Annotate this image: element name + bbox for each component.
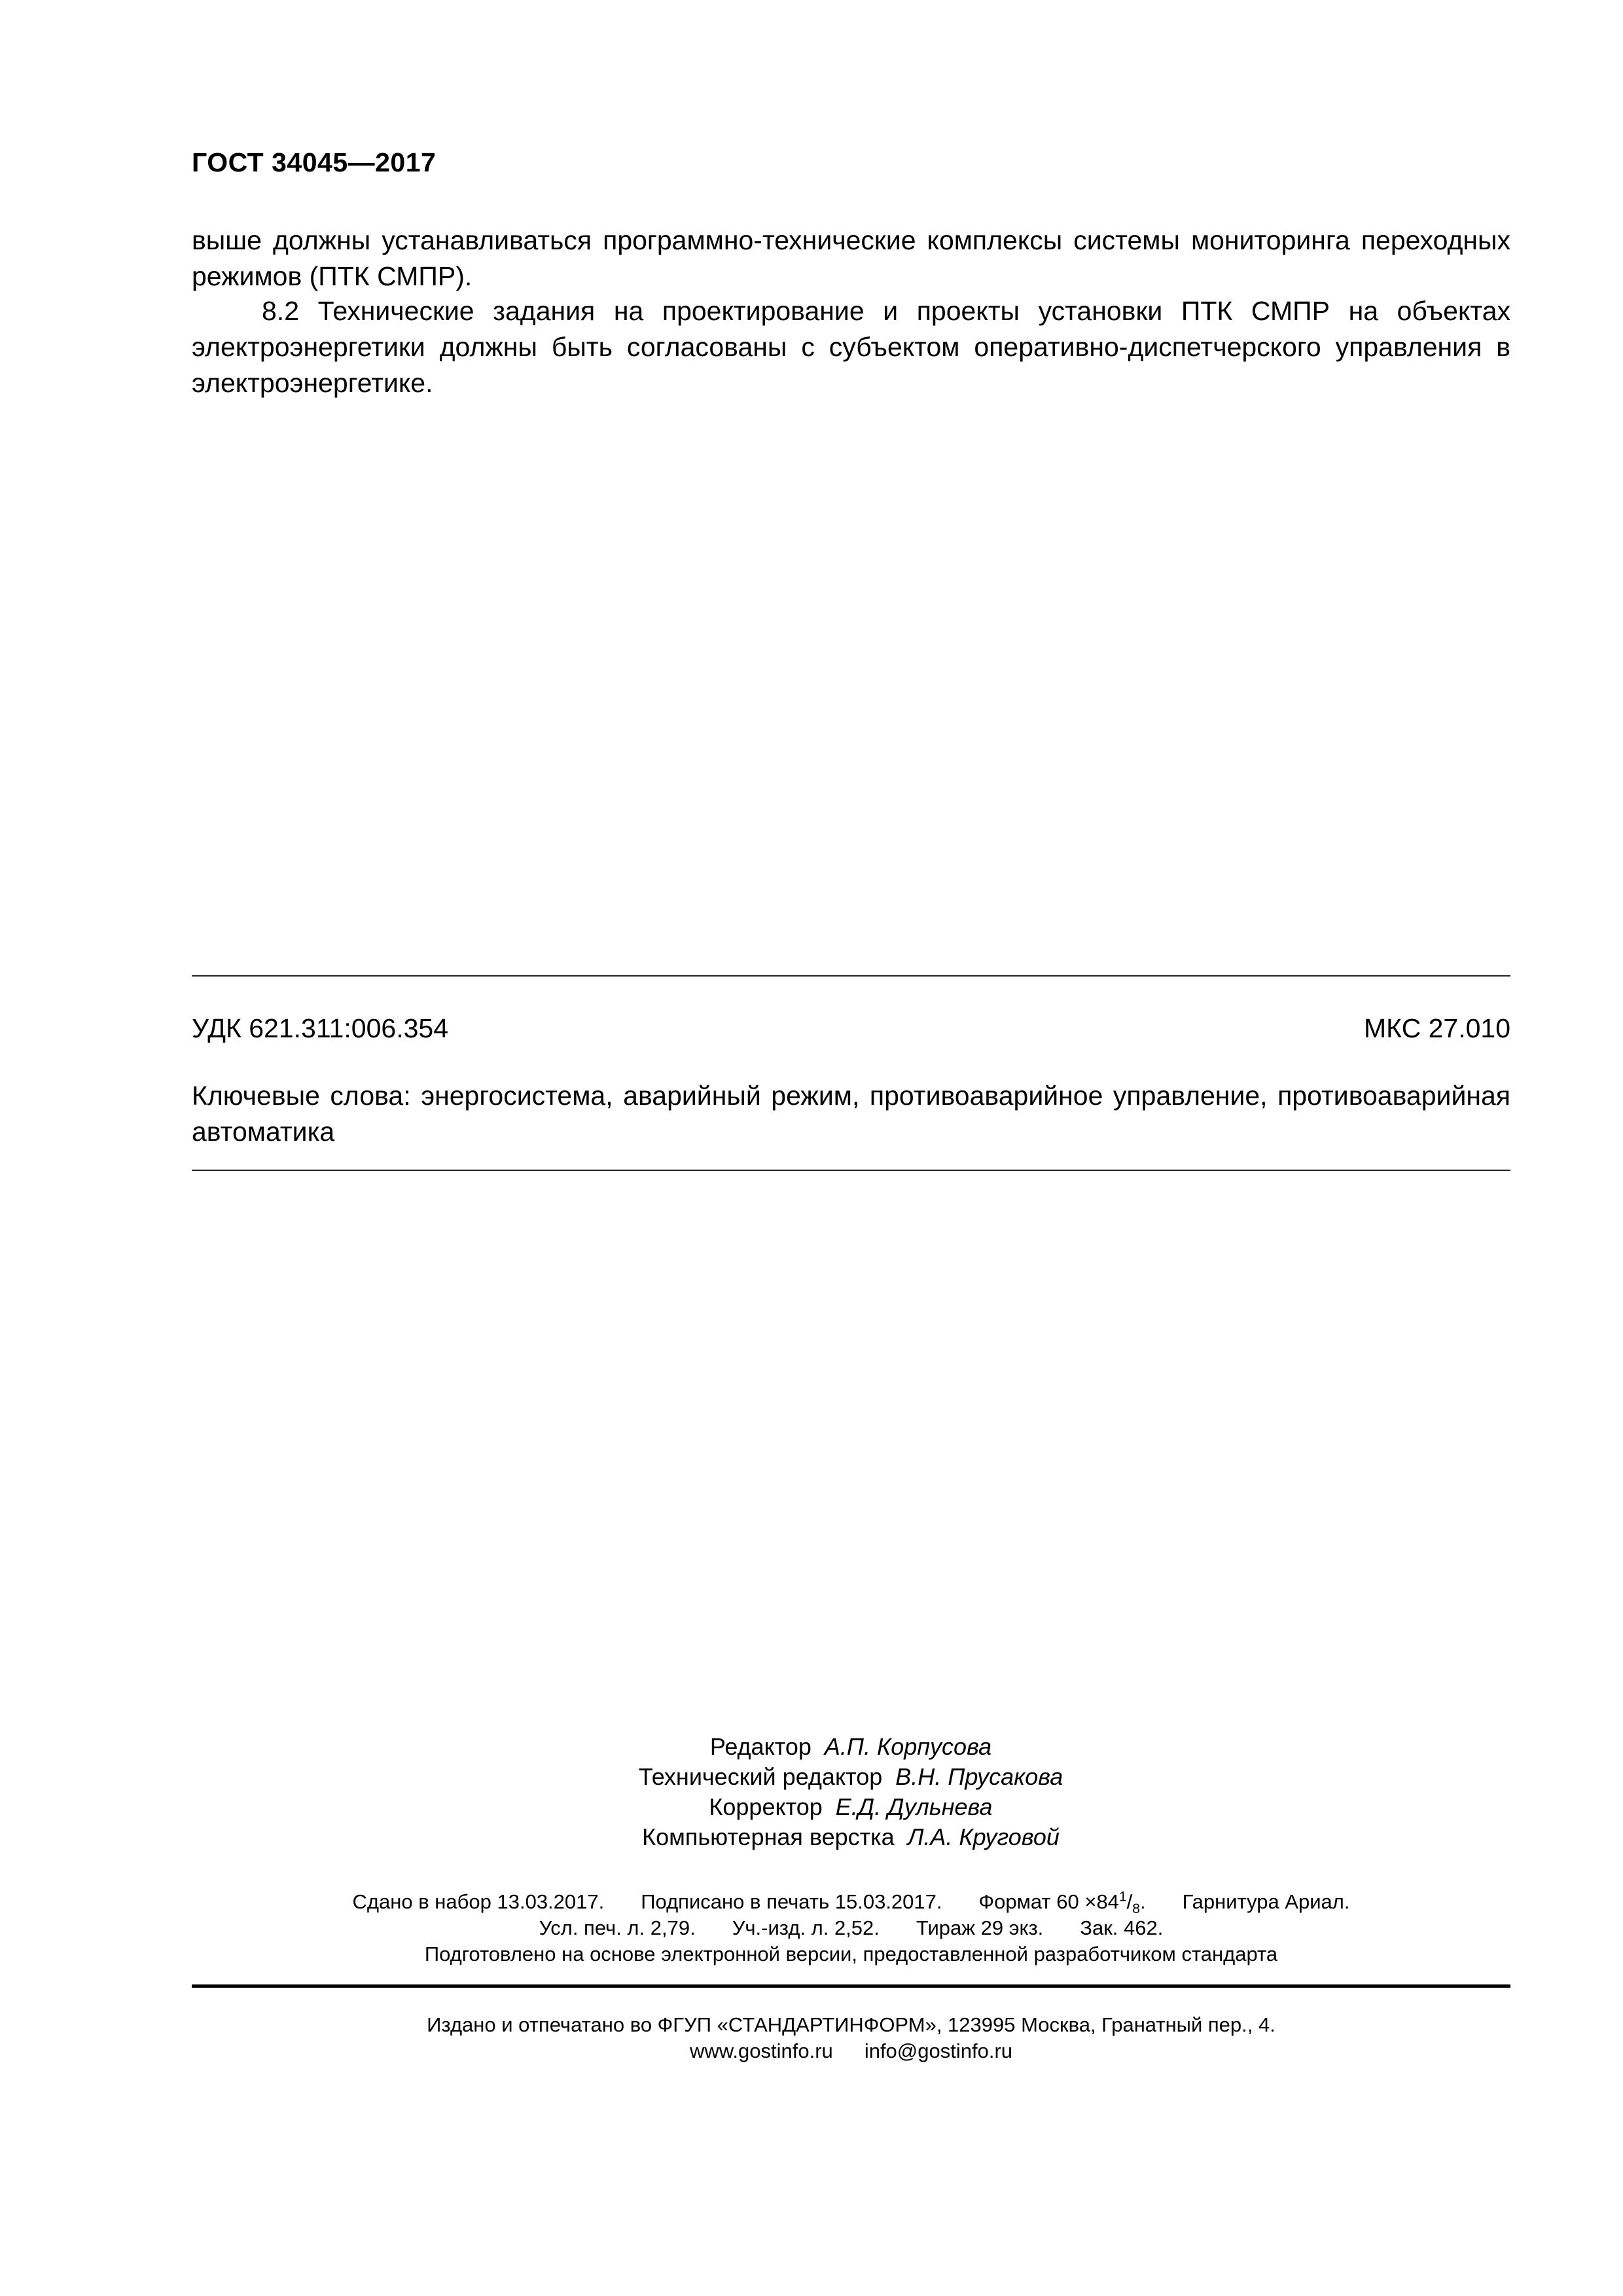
udk-code: УДК 621.311:006.354 <box>192 1013 449 1043</box>
mks-code: МКС 27.010 <box>1364 1013 1510 1043</box>
divider-thick <box>192 1984 1510 1988</box>
publisher-email[interactable]: info@gostinfo.ru <box>864 2039 1013 2062</box>
imprint-block <box>192 1889 1510 1967</box>
divider-bottom <box>192 1170 1510 1171</box>
imprint-line-3: Подготовлено на основе электронной версии, предоставленной разработчиком стандарта <box>424 1943 1278 1965</box>
document-code: ГОСТ 34045—2017 <box>192 147 437 177</box>
publisher-address: Издано и отпечатано во ФГУП «СТАНДАРТИНФОРМ», 123995 Москва, Гранатный пер., 4. <box>427 2013 1275 2036</box>
imprint-line-2: Усл. печ. л. 2,79. Уч.-изд. л. 2,52. Тираж 29 экз. Зак. 462. <box>539 1916 1164 1939</box>
paragraph-8-2: 8.2 Технические задания на проектирование и проекты установки ПТК СМПР на объектах электроэнергетики должны быть согласованы с субъектом оперативно-диспетчерского управления в электроэнергетике. <box>192 296 1510 398</box>
credit-tech-editor: Технический редактор В.Н. Прусакова <box>638 1763 1063 1790</box>
imprint-line-1: Сдано в набор 13.03.2017. Подписано в печать 15.03.2017. Формат $60 \times 84^1/_8$. Гарнитура Ариал. <box>352 1889 1350 1917</box>
paragraph-continuation: выше должны устанавливаться программно-технические комплексы системы мониторинга переходных режимов (ПТК СМПР). <box>192 225 1510 291</box>
keywords: Ключевые слова: энергосистема, аварийный режим, противоаварийное управление, противоаварийная автоматика <box>192 1081 1510 1147</box>
publisher-contacts <box>192 2038 1510 2064</box>
credit-editor: Редактор А.П. Корпусова <box>709 1733 992 1760</box>
publisher-website[interactable]: www.gostinfo.ru <box>689 2039 833 2062</box>
divider-top <box>192 975 1510 977</box>
publisher-block <box>192 2012 1510 2064</box>
credit-layout: Компьютерная верстка Л.А. Круговой <box>642 1823 1060 1850</box>
editorial-credits <box>0 1732 1623 1852</box>
credit-corrector: Корректор Е.Д. Дульнева <box>709 1793 993 1820</box>
